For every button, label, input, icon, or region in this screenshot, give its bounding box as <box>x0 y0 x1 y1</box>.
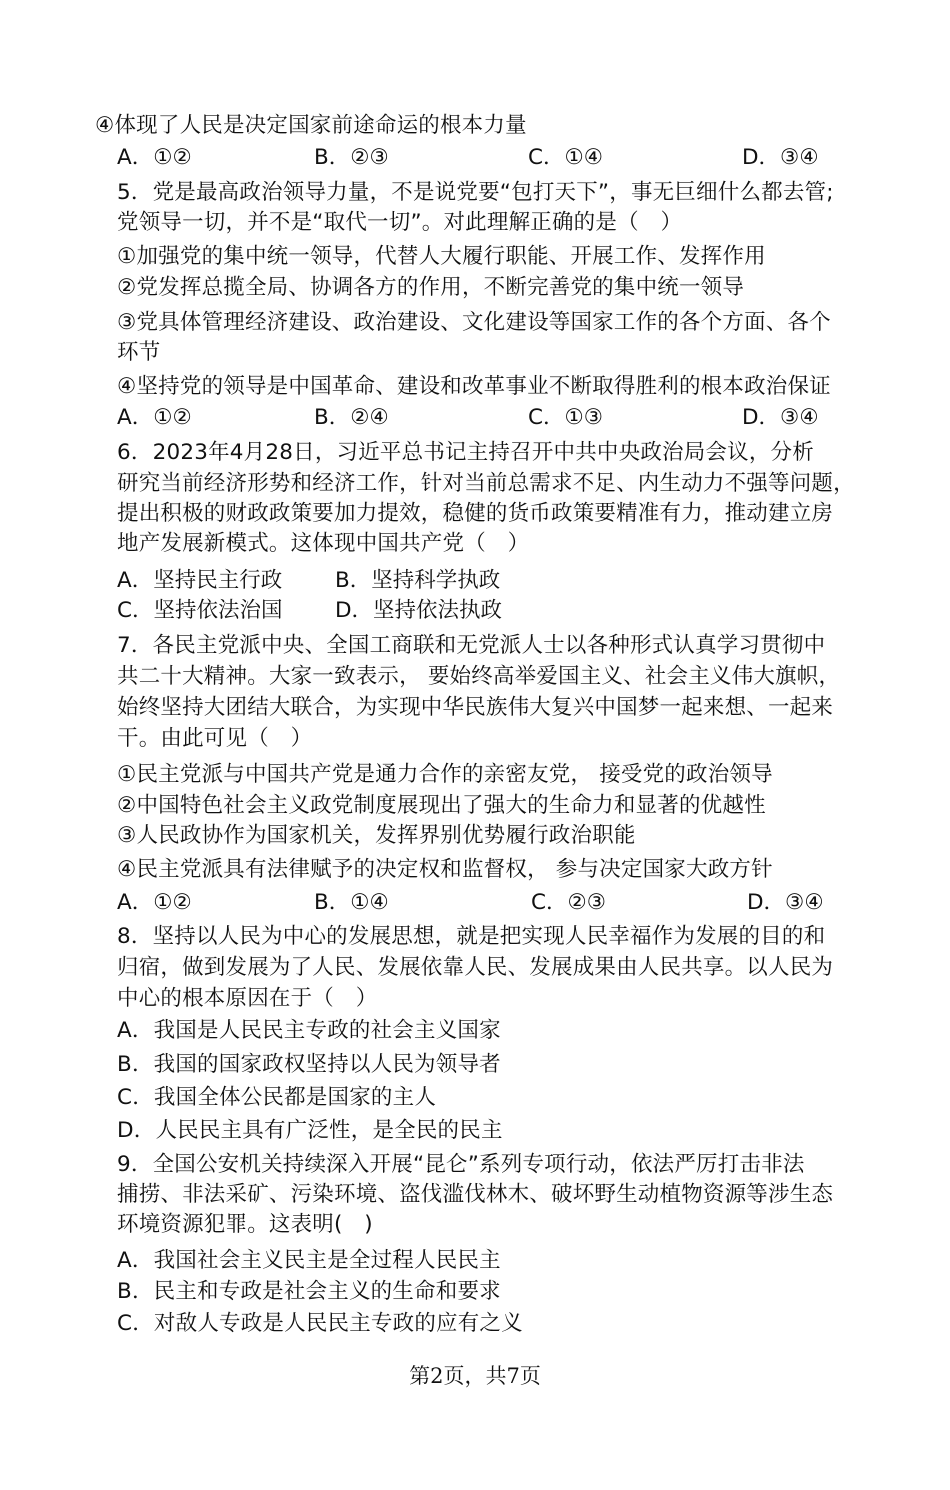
q5-stem-line-2: 党领导一切，并不是“取代一切”。对此理解正确的是（ ） <box>117 210 683 235</box>
q5-option-b[interactable]: B．②④ <box>314 405 389 430</box>
q5-item-3-cont: 环节 <box>117 340 161 365</box>
q6-stem-line-4: 地产发展新模式。这体现中国共产党（ ） <box>117 531 530 556</box>
q9-stem-line-2: 捕捞、非法采矿、污染环境、盗伐滥伐林木、破坏野生动植物资源等涉生态 <box>117 1182 834 1207</box>
q7-stem-line-2: 共二十大精神。大家一致表示， 要始终高举爱国主义、社会主义伟大旗帜， <box>117 664 841 689</box>
q7-option-a[interactable]: A．①② <box>117 890 192 915</box>
q5-option-a[interactable]: A．①② <box>117 405 192 430</box>
q5-option-c[interactable]: C．①③ <box>528 405 604 430</box>
q7-option-c[interactable]: C．②③ <box>531 890 607 915</box>
q6-stem-line-3: 提出积极的财政政策要加力提效，稳健的货币政策要精准有力，推动建立房 <box>117 501 834 526</box>
q4-item-4: ④体现了人民是决定国家前途命运的根本力量 <box>95 113 527 138</box>
q5-item-3: ③党具体管理经济建设、政治建设、文化建设等国家工作的各个方面、各个 <box>117 310 831 335</box>
q7-options <box>117 890 837 916</box>
q8-option-c[interactable]: C．我国全体公民都是国家的主人 <box>117 1085 437 1110</box>
q4-options <box>117 145 837 171</box>
q5-item-1: ①加强党的集中统一领导，代替人大履行职能、开展工作、发挥作用 <box>117 244 766 269</box>
q9-stem-line-1: 9．全国公安机关持续深入开展“昆仑”系列专项行动，依法严厉打击非法 <box>117 1152 805 1177</box>
q6-stem-line-1: 6．2023年4月28日，习近平总书记主持召开中共中央政治局会议，分析 <box>117 440 814 465</box>
q5-options <box>117 405 837 431</box>
q8-stem-line-2: 归宿，做到发展为了人民、发展依靠人民、发展成果由人民共享。以人民为 <box>117 955 834 980</box>
q5-item-4: ④坚持党的领导是中国革命、建设和改革事业不断取得胜利的根本政治保证 <box>117 374 831 399</box>
q6-option-d[interactable]: D．坚持依法执政 <box>335 598 503 623</box>
q7-stem-line-1: 7．各民主党派中央、全国工商联和无党派人士以各种形式认真学习贯彻中 <box>117 633 826 658</box>
q4-option-a[interactable]: A．①② <box>117 145 192 170</box>
q6-option-a[interactable]: A．坚持民主行政 <box>117 568 283 593</box>
q9-option-b[interactable]: B．民主和专政是社会主义的生命和要求 <box>117 1279 501 1304</box>
q7-stem-line-4: 干。由此可见（ ） <box>117 726 313 751</box>
q6-stem-line-2: 研究当前经济形势和经济工作，针对当前总需求不足、内生动力不强等问题， <box>117 471 855 496</box>
q9-stem-line-3: 环境资源犯罪。这表明( ) <box>117 1212 373 1237</box>
q7-item-2: ②中国特色社会主义政党制度展现出了强大的生命力和显著的优越性 <box>117 793 766 818</box>
q7-item-1: ①民主党派与中国共产党是通力合作的亲密友党， 接受党的政治领导 <box>117 762 773 787</box>
page-footer: 第2页，共7页 <box>409 1364 541 1388</box>
q8-option-d[interactable]: D．人民民主具有广泛性，是全民的民主 <box>117 1118 503 1143</box>
q8-stem-line-3: 中心的根本原因在于（ ） <box>117 986 378 1011</box>
q8-option-b[interactable]: B．我国的国家政权坚持以人民为领导者 <box>117 1052 501 1077</box>
q6-options-row-2 <box>117 598 837 624</box>
q8-option-a[interactable]: A．我国是人民民主专政的社会主义国家 <box>117 1018 501 1043</box>
q7-stem-line-3: 始终坚持大团结大联合，为实现中华民族伟大复兴中国梦一起来想、一起来 <box>117 695 834 720</box>
q5-option-d[interactable]: D．③④ <box>742 405 819 430</box>
q9-option-c[interactable]: C．对敌人专政是人民民主专政的应有之义 <box>117 1311 523 1336</box>
q6-option-c[interactable]: C．坚持依法治国 <box>117 598 283 623</box>
q5-item-2: ②党发挥总揽全局、协调各方的作用，不断完善党的集中统一领导 <box>117 275 745 300</box>
q4-option-c[interactable]: C．①④ <box>528 145 604 170</box>
q7-option-b[interactable]: B．①④ <box>314 890 389 915</box>
q7-item-4: ④民主党派具有法律赋予的决定权和监督权， 参与决定国家大政方针 <box>117 857 773 882</box>
q8-stem-line-1: 8．坚持以人民为中心的发展思想，就是把实现人民幸福作为发展的目的和 <box>117 924 826 949</box>
q5-stem-line-1: 5．党是最高政治领导力量，不是说党要“包打天下”，事无巨细什么都去管; <box>117 180 834 205</box>
q7-item-3: ③人民政协作为国家机关，发挥界别优势履行政治职能 <box>117 823 636 848</box>
q4-option-d[interactable]: D．③④ <box>742 145 819 170</box>
q9-option-a[interactable]: A．我国社会主义民主是全过程人民民主 <box>117 1248 501 1273</box>
q6-option-b[interactable]: B．坚持科学执政 <box>335 568 501 593</box>
q7-option-d[interactable]: D．③④ <box>747 890 824 915</box>
q4-option-b[interactable]: B．②③ <box>314 145 389 170</box>
q6-options-row-1 <box>117 568 837 594</box>
